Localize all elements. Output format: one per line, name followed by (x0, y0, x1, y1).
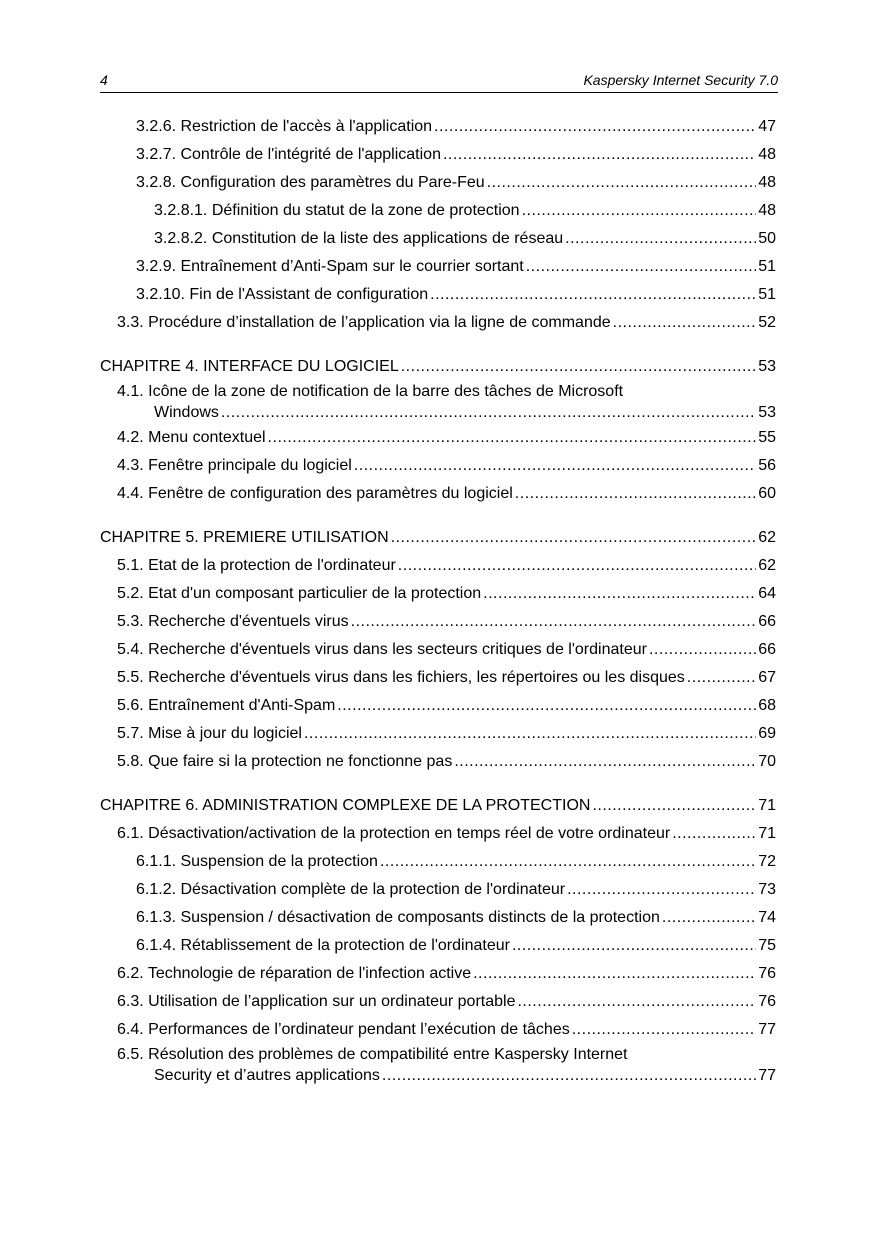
toc-entry[interactable]: 3.2.10. Fin de l'Assistant de configuration ..... 51 (100, 281, 776, 309)
toc-chapter[interactable]: CHAPITRE 5. PREMIERE UTILISATION ..... 62 (100, 524, 776, 552)
toc-chapter[interactable]: CHAPITRE 4. INTERFACE DU LOGICIEL ..... 53 (100, 353, 776, 381)
toc-entry[interactable]: 6.3. Utilisation de l’application sur un ordinateur portable ..... 76 (100, 988, 776, 1016)
toc-entry[interactable]: 3.2.8. Configuration des paramètres du Pare-Feu ..... 48 (100, 169, 776, 197)
page-number: 4 (100, 72, 108, 88)
toc-entry[interactable]: 5.2. Etat d'un composant particulier de la protection ..... 64 (100, 580, 776, 608)
toc-entry[interactable]: 6.1. Désactivation/activation de la protection en temps réel de votre ordinateur ..... 71 (100, 820, 776, 848)
toc-entry[interactable]: 4.1. Icône de la zone de notification de la barre des tâches de Microsoft Windows ..... 53 (100, 381, 776, 424)
toc-entry[interactable]: 6.1.3. Suspension / désactivation de composants distincts de la protection ..... 74 (100, 904, 776, 932)
toc-entry[interactable]: 6.4. Performances de l’ordinateur pendant l’exécution de tâches ..... 77 (100, 1016, 776, 1044)
toc-entry[interactable]: 5.4. Recherche d'éventuels virus dans les secteurs critiques de l'ordinateur ..... 66 (100, 636, 776, 664)
toc-chapter[interactable]: CHAPITRE 6. ADMINISTRATION COMPLEXE DE LA PROTECTION ..... 71 (100, 792, 776, 820)
toc-entry[interactable]: 4.2. Menu contextuel ..... 55 (100, 424, 776, 452)
toc-entry[interactable]: 3.3. Procédure d’installation de l’application via la ligne de commande ..... 52 (100, 309, 776, 337)
toc-entry[interactable]: 6.1.1. Suspension de la protection ..... 72 (100, 848, 776, 876)
toc-entry[interactable]: 3.2.6. Restriction de l'accès à l'application ..... 47 (100, 113, 776, 141)
toc-entry[interactable]: 6.1.2. Désactivation complète de la protection de l'ordinateur ..... 73 (100, 876, 776, 904)
toc-entry[interactable]: 5.8. Que faire si la protection ne fonctionne pas ..... 70 (100, 748, 776, 776)
toc-entry[interactable]: 5.1. Etat de la protection de l'ordinateur ..... 62 (100, 552, 776, 580)
toc-entry[interactable]: 5.7. Mise à jour du logiciel ..... 69 (100, 720, 776, 748)
page-header (100, 70, 778, 93)
toc-entry[interactable]: 3.2.8.2. Constitution de la liste des applications de réseau ..... 50 (100, 225, 776, 253)
toc-entry[interactable]: 6.1.4. Rétablissement de la protection de l'ordinateur ..... 75 (100, 932, 776, 960)
toc-entry[interactable]: 4.3. Fenêtre principale du logiciel ..... 56 (100, 452, 776, 480)
toc-entry[interactable]: 5.6. Entraînement d'Anti-Spam ..... 68 (100, 692, 776, 720)
toc-entry[interactable]: 3.2.7. Contrôle de l'intégrité de l'application ..... 48 (100, 141, 776, 169)
toc-entry[interactable]: 3.2.9. Entraînement d’Anti-Spam sur le courrier sortant ..... 51 (100, 253, 776, 281)
toc-entry[interactable]: 6.5. Résolution des problèmes de compatibilité entre Kaspersky Internet Security et d’autres applications ..... 77 (100, 1044, 776, 1087)
table-of-contents (100, 113, 776, 1087)
toc-entry[interactable]: 3.2.8.1. Définition du statut de la zone de protection ..... 48 (100, 197, 776, 225)
toc-entry[interactable]: 5.3. Recherche d'éventuels virus ..... 66 (100, 608, 776, 636)
toc-entry[interactable]: 5.5. Recherche d'éventuels virus dans les fichiers, les répertoires ou les disques ..... 67 (100, 664, 776, 692)
toc-entry[interactable]: 4.4. Fenêtre de configuration des paramètres du logiciel ..... 60 (100, 480, 776, 508)
toc-entry[interactable]: 6.2. Technologie de réparation de l'infection active ..... 76 (100, 960, 776, 988)
book-title: Kaspersky Internet Security 7.0 (583, 72, 778, 88)
